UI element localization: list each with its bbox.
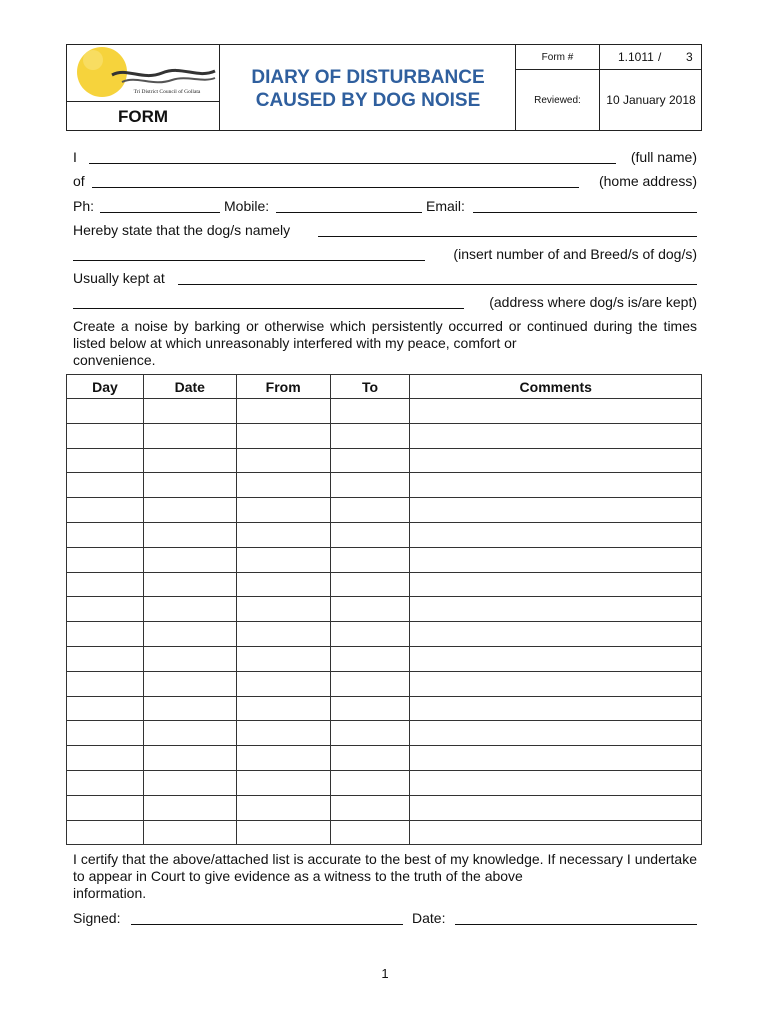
from-cell[interactable]: [236, 572, 330, 597]
name-prefix: I: [73, 149, 77, 165]
table-row: [67, 448, 702, 473]
to-cell[interactable]: [330, 572, 410, 597]
from-cell[interactable]: [236, 522, 330, 547]
table-row: [67, 498, 702, 523]
from-cell[interactable]: [236, 423, 330, 448]
from-cell[interactable]: [236, 448, 330, 473]
date-cell[interactable]: [143, 572, 236, 597]
comments-cell[interactable]: [410, 423, 702, 448]
day-cell[interactable]: [67, 721, 144, 746]
day-cell[interactable]: [67, 746, 144, 771]
phone-field[interactable]: [100, 212, 220, 213]
home-address-field[interactable]: [92, 187, 579, 188]
table-row: [67, 399, 702, 424]
day-cell[interactable]: [67, 820, 144, 845]
date-cell[interactable]: [143, 522, 236, 547]
table-row: [67, 522, 702, 547]
statement-paragraph: [73, 318, 697, 369]
comments-cell[interactable]: [410, 473, 702, 498]
date-cell[interactable]: [143, 671, 236, 696]
table-row: [67, 746, 702, 771]
title-line-1: DIARY OF DISTURBANCE: [251, 67, 485, 88]
kept-address-field[interactable]: [73, 308, 464, 309]
form-number: 1.1011: [618, 50, 654, 64]
from-cell[interactable]: [236, 770, 330, 795]
kept-at-field[interactable]: [178, 284, 697, 285]
comments-cell[interactable]: [410, 597, 702, 622]
to-cell[interactable]: [330, 746, 410, 771]
certification-paragraph: [73, 851, 697, 902]
comments-cell[interactable]: [410, 498, 702, 523]
from-cell[interactable]: [236, 820, 330, 845]
table-row: [67, 547, 702, 572]
table-header-row: [67, 375, 702, 399]
date-cell[interactable]: [143, 547, 236, 572]
certification-text: I certify that the above/attached list is accurate to the best of my knowledge. If necessary I undertake to appear in Court to give evidence as a witness to the truth of the above: [73, 851, 697, 884]
comments-cell[interactable]: [410, 746, 702, 771]
dog-names-row: [73, 220, 697, 240]
dog-names-field[interactable]: [318, 236, 697, 237]
day-cell[interactable]: [67, 399, 144, 424]
comments-cell[interactable]: [410, 646, 702, 671]
reviewed-label: Reviewed:: [516, 70, 600, 131]
comments-cell[interactable]: [410, 522, 702, 547]
day-cell[interactable]: [67, 522, 144, 547]
to-cell[interactable]: [330, 547, 410, 572]
form-label: FORM: [67, 102, 220, 131]
column-header-to: To: [330, 375, 410, 399]
address-suffix: (home address): [598, 173, 697, 189]
day-cell[interactable]: [67, 770, 144, 795]
from-cell[interactable]: [236, 746, 330, 771]
comments-cell[interactable]: [410, 770, 702, 795]
to-cell[interactable]: [330, 498, 410, 523]
date-cell[interactable]: [143, 423, 236, 448]
column-header-date: Date: [143, 375, 236, 399]
from-cell[interactable]: [236, 399, 330, 424]
from-cell[interactable]: [236, 696, 330, 721]
to-cell[interactable]: [330, 522, 410, 547]
form-header: [66, 44, 702, 131]
date-cell[interactable]: [143, 597, 236, 622]
form-number-value: [600, 45, 702, 70]
comments-cell[interactable]: [410, 721, 702, 746]
table-row: [67, 622, 702, 647]
date-cell[interactable]: [143, 746, 236, 771]
date-cell[interactable]: [143, 795, 236, 820]
day-cell[interactable]: [67, 622, 144, 647]
to-cell[interactable]: [330, 473, 410, 498]
table-row: [67, 572, 702, 597]
comments-cell[interactable]: [410, 572, 702, 597]
mobile-label: Mobile:: [224, 198, 270, 214]
form-number-separator: /: [658, 50, 662, 64]
diary-table: [66, 374, 702, 845]
comments-cell[interactable]: [410, 547, 702, 572]
signed-label: Signed:: [73, 910, 121, 926]
comments-cell[interactable]: [410, 795, 702, 820]
to-cell[interactable]: [330, 770, 410, 795]
page-title: [220, 66, 516, 112]
council-logo: [67, 45, 220, 102]
date-label: Date:: [412, 910, 446, 926]
column-header-day: Day: [67, 375, 144, 399]
table-row: [67, 597, 702, 622]
to-cell[interactable]: [330, 399, 410, 424]
to-cell[interactable]: [330, 448, 410, 473]
to-cell[interactable]: [330, 423, 410, 448]
table-row: [67, 671, 702, 696]
from-cell[interactable]: [236, 622, 330, 647]
sun-logo-icon: [67, 45, 220, 102]
kept-label: Usually kept at: [73, 270, 165, 286]
comments-cell[interactable]: [410, 696, 702, 721]
form-page: 3: [686, 50, 693, 64]
mobile-field[interactable]: [276, 212, 422, 213]
signature-field[interactable]: [131, 924, 403, 925]
day-cell[interactable]: [67, 572, 144, 597]
comments-cell[interactable]: [410, 820, 702, 845]
signature-row: [73, 908, 697, 928]
date-cell[interactable]: [143, 646, 236, 671]
to-cell[interactable]: [330, 820, 410, 845]
date-cell[interactable]: [143, 498, 236, 523]
from-cell[interactable]: [236, 795, 330, 820]
day-cell[interactable]: [67, 448, 144, 473]
date-cell[interactable]: [143, 448, 236, 473]
page-number: 1: [381, 966, 389, 981]
address-prefix: of: [73, 173, 85, 189]
from-cell[interactable]: [236, 721, 330, 746]
from-cell[interactable]: [236, 547, 330, 572]
statement-last-line: convenience.: [73, 352, 156, 368]
date-cell[interactable]: [143, 473, 236, 498]
day-cell[interactable]: [67, 547, 144, 572]
table-row: [67, 721, 702, 746]
breed-suffix: (insert number of and Breed/s of dog/s): [453, 246, 697, 262]
table-row: [67, 696, 702, 721]
day-cell[interactable]: [67, 671, 144, 696]
from-cell[interactable]: [236, 597, 330, 622]
day-cell[interactable]: [67, 696, 144, 721]
breed-row: [73, 244, 697, 264]
full-name-field[interactable]: [89, 163, 616, 164]
date-cell[interactable]: [143, 696, 236, 721]
column-header-from: From: [236, 375, 330, 399]
table-row: [67, 820, 702, 845]
table-row: [67, 795, 702, 820]
comments-cell[interactable]: [410, 622, 702, 647]
to-cell[interactable]: [330, 597, 410, 622]
from-cell[interactable]: [236, 646, 330, 671]
email-field[interactable]: [473, 212, 697, 213]
comments-cell[interactable]: [410, 671, 702, 696]
date-cell[interactable]: [143, 820, 236, 845]
reviewed-date: 10 January 2018: [606, 93, 696, 107]
title-line-2: CAUSED BY DOG NOISE: [255, 90, 481, 111]
to-cell[interactable]: [330, 696, 410, 721]
state-label: Hereby state that the dog/s namely: [73, 222, 291, 238]
title-cell: [220, 45, 516, 131]
day-cell[interactable]: [67, 423, 144, 448]
comments-cell[interactable]: [410, 399, 702, 424]
column-header-comments: Comments: [410, 375, 702, 399]
day-cell[interactable]: [67, 473, 144, 498]
to-cell[interactable]: [330, 671, 410, 696]
phone-label: Ph:: [73, 198, 95, 214]
date-cell[interactable]: [143, 721, 236, 746]
name-suffix: (full name): [630, 149, 697, 165]
to-cell[interactable]: [330, 622, 410, 647]
from-cell[interactable]: [236, 498, 330, 523]
from-cell[interactable]: [236, 671, 330, 696]
day-cell[interactable]: [67, 795, 144, 820]
form-number-label: Form #: [516, 45, 600, 70]
to-cell[interactable]: [330, 721, 410, 746]
breed-field[interactable]: [73, 260, 425, 261]
date-field[interactable]: [455, 924, 697, 925]
table-body: [67, 399, 702, 845]
table-row: [67, 423, 702, 448]
email-label: Email:: [426, 198, 465, 214]
contact-row: [73, 196, 697, 216]
full-name-row: [73, 147, 697, 167]
table-row: [67, 473, 702, 498]
to-cell[interactable]: [330, 646, 410, 671]
date-cell[interactable]: [143, 399, 236, 424]
day-cell[interactable]: [67, 646, 144, 671]
kept-suffix: (address where dog/s is/are kept): [489, 294, 697, 310]
to-cell[interactable]: [330, 795, 410, 820]
logo-caption: Tri District Council of Gollata: [133, 89, 201, 95]
table-row: [67, 770, 702, 795]
home-address-row: [73, 171, 697, 191]
date-cell[interactable]: [143, 622, 236, 647]
kept-at-row: [73, 268, 697, 288]
table-row: [67, 646, 702, 671]
statement-text: Create a noise by barking or otherwise which persistently occurred or continued during the times listed below at which unreasonably interfered with my peace, comfort or: [73, 318, 697, 351]
comments-cell[interactable]: [410, 448, 702, 473]
date-cell[interactable]: [143, 770, 236, 795]
day-cell[interactable]: [67, 597, 144, 622]
certification-last-line: information.: [73, 885, 147, 901]
day-cell[interactable]: [67, 498, 144, 523]
from-cell[interactable]: [236, 473, 330, 498]
kept-address-row: [73, 292, 697, 312]
